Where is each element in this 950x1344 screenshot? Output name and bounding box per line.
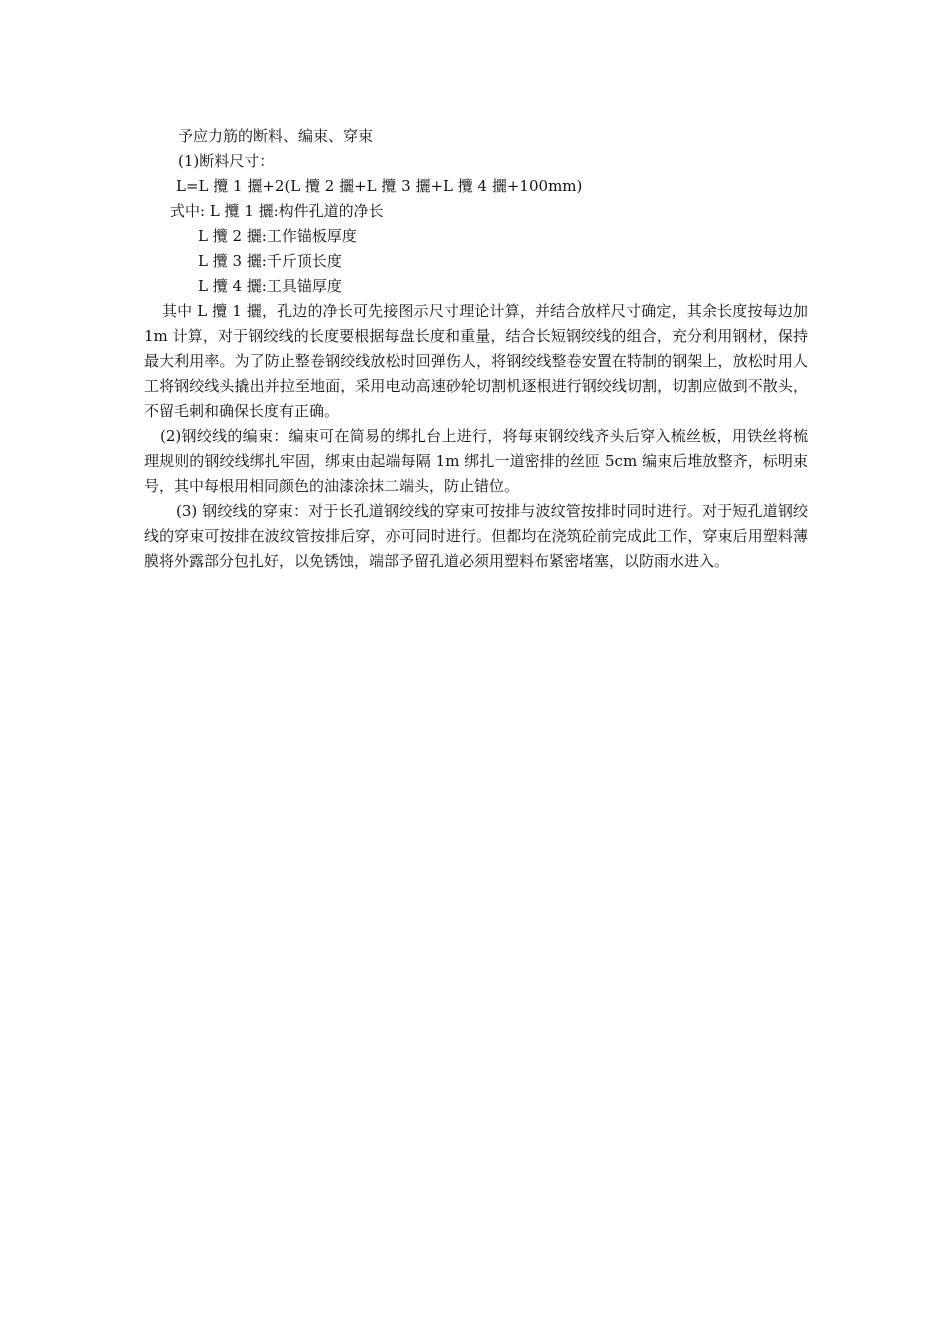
definition-anchor-plate: L 攬 2 攦:工作锚板厚度	[198, 227, 357, 245]
paragraph-bundling: (2)钢绞线的编束：编束可在简易的绑扎台上进行，将每束钢绞线齐头后穿入梳丝板，用铁丝将梳理规则的钢绞线绑扎牢固，绑束由起端每隔 1m 绑扎一道密排的丝匝 5cm 编束后堆放整齐，标明束号，其中每根用相同颜色的油漆涂抹二端头，防止错位。	[144, 427, 808, 495]
definition-tool-anchor: L 攬 4 攦:工具锚厚度	[198, 277, 342, 295]
length-formula: L=L 攬 1 攦+2(L 攬 2 攦+L 攬 3 攦+L 攬 4 攦+100mm)	[176, 177, 583, 195]
paragraph-threading: (3) 钢绞线的穿束：对于长孔道钢绞线的穿束可按排与波纹管按排时同时进行。对于短孔道钢绞线的穿束可按排在波纹管按排后穿，亦可同时进行。但都均在浇筑砼前完成此工作，穿束后用塑料薄膜将外露部分包扎好，以免锈蚀，端部予留孔道必须用塑料布紧密堵塞，以防雨水进入。	[144, 502, 808, 570]
document-body	[144, 124, 808, 574]
definition-jack-length: L 攬 3 攦:千斤顶长度	[198, 252, 342, 270]
paragraph-cutting: 其中 L 攬 1 攦，孔边的净长可先接图示尺寸理论计算，并结合放样尺寸确定，其余长度按每边加 1m 计算，对于钢绞线的长度要根据每盘长度和重量，结合长短钢绞线的组合，充分利用钢材，保持最大利用率。为了防止整卷钢绞线放松时回弹伤人，将钢绞线整卷安置在特制的钢架上，放松时用人工将钢绞线头撬出并拉至地面，采用电动高速砂轮切割机逐根进行钢绞线切割，切割应做到不散头，不留毛刺和确保长度有正确。	[144, 302, 808, 420]
formula-where-line: 式中: L 攬 1 攦:构件孔道的净长	[170, 202, 384, 220]
document-title: 予应力筋的断料、编束、穿束	[178, 127, 374, 145]
section-heading-cutting-size: (1)断料尺寸：	[178, 152, 275, 170]
